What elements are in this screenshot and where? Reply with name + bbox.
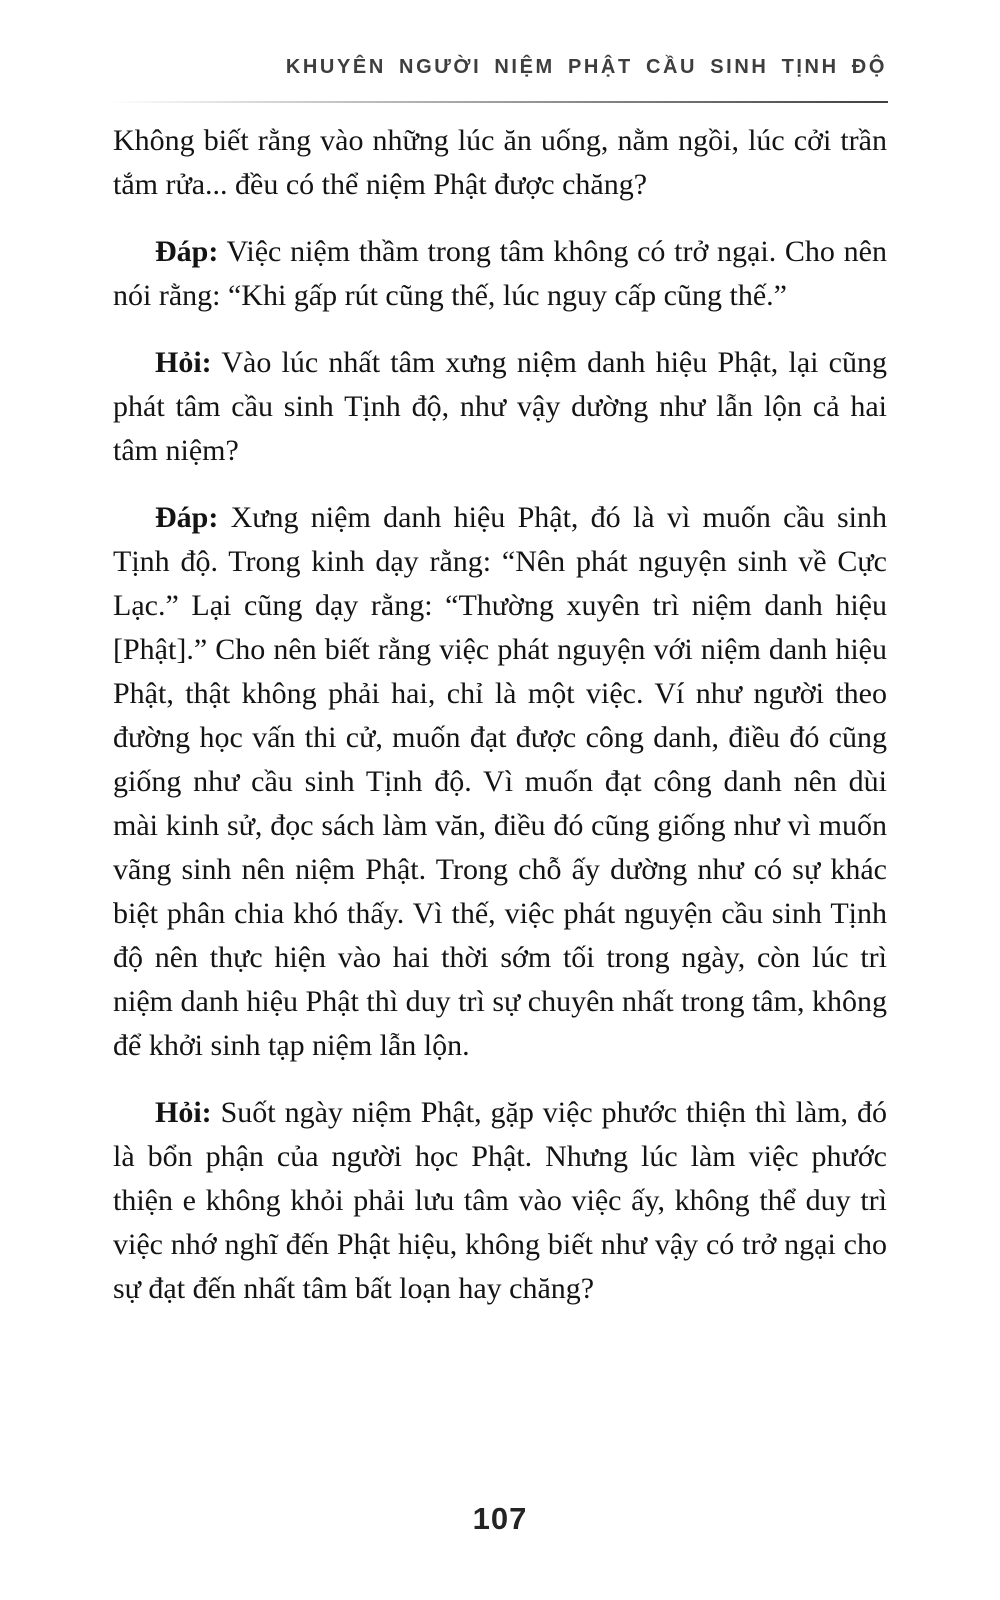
paragraph — [113, 1091, 887, 1311]
paragraph-text: Việc niệm thầm trong tâm không có trở ngại. Cho nên nói rằng: “Khi gấp rút cũng thế, lúc nguy cấp cũng thế.” — [113, 235, 887, 312]
paragraph-text: Xưng niệm danh hiệu Phật, đó là vì muốn cầu sinh Tịnh độ. Trong kinh dạy rằng: “Nên phát nguyện sinh về Cực Lạc.” Lại cũng dạy rằng: “Thường xuyên trì niệm danh hiệu [Phật].” Cho nên biết rằng việc phát nguyện với niệm danh hiệu Phật, thật không phải hai, chỉ là một việc. Ví như người theo đường học vấn thi cử, muốn đạt được công danh, điều đó cũng giống như cầu sinh Tịnh độ. Vì muốn đạt công danh nên dùi mài kinh sử, đọc sách làm văn, điều đó cũng giống như vì muốn vãng sinh nên niệm Phật. Trong chỗ ấy dường như có sự khác biệt phân chia khó thấy. Vì thế, việc phát nguyện cầu sinh Tịnh độ nên thực hiện vào hai thời sớm tối trong ngày, còn lúc trì niệm danh hiệu Phật thì duy trì sự chuyên nhất trong tâm, không để khởi sinh tạp niệm lẫn lộn. — [113, 501, 887, 1062]
paragraph — [113, 230, 887, 318]
paragraph-lead: Hỏi: — [155, 1096, 212, 1129]
paragraph-text: Không biết rằng vào những lúc ăn uống, nằm ngồi, lúc cởi trần tắm rửa... đều có thể niệm Phật được chăng? — [113, 124, 887, 201]
paragraph-text: Suốt ngày niệm Phật, gặp việc phước thiện thì làm, đó là bổn phận của người học Phật. Nhưng lúc làm việc phước thiện e không khỏi phải lưu tâm vào việc ấy, không thể duy trì việc nhớ nghĩ đến Phật hiệu, không biết như vậy có trở ngại cho sự đạt đến nhất tâm bất loạn hay chăng? — [113, 1096, 887, 1305]
paragraph — [113, 496, 887, 1068]
paragraph — [113, 119, 887, 207]
page-body-text — [113, 119, 887, 1334]
paragraph — [113, 341, 887, 473]
paragraph-text: Vào lúc nhất tâm xưng niệm danh hiệu Phật, lại cũng phát tâm cầu sinh Tịnh độ, như vậy dường như lẫn lộn cả hai tâm niệm? — [113, 346, 887, 467]
paragraph-lead: Đáp: — [155, 235, 219, 268]
page-number: 107 — [472, 1501, 528, 1536]
paragraph-lead: Đáp: — [155, 501, 219, 534]
header-rule-divider — [108, 101, 888, 103]
paragraph-lead: Hỏi: — [155, 346, 212, 379]
running-header-title: KHUYÊN NGƯỜI NIỆM PHẬT CẦU SINH TỊNH ĐỘ — [285, 56, 887, 78]
